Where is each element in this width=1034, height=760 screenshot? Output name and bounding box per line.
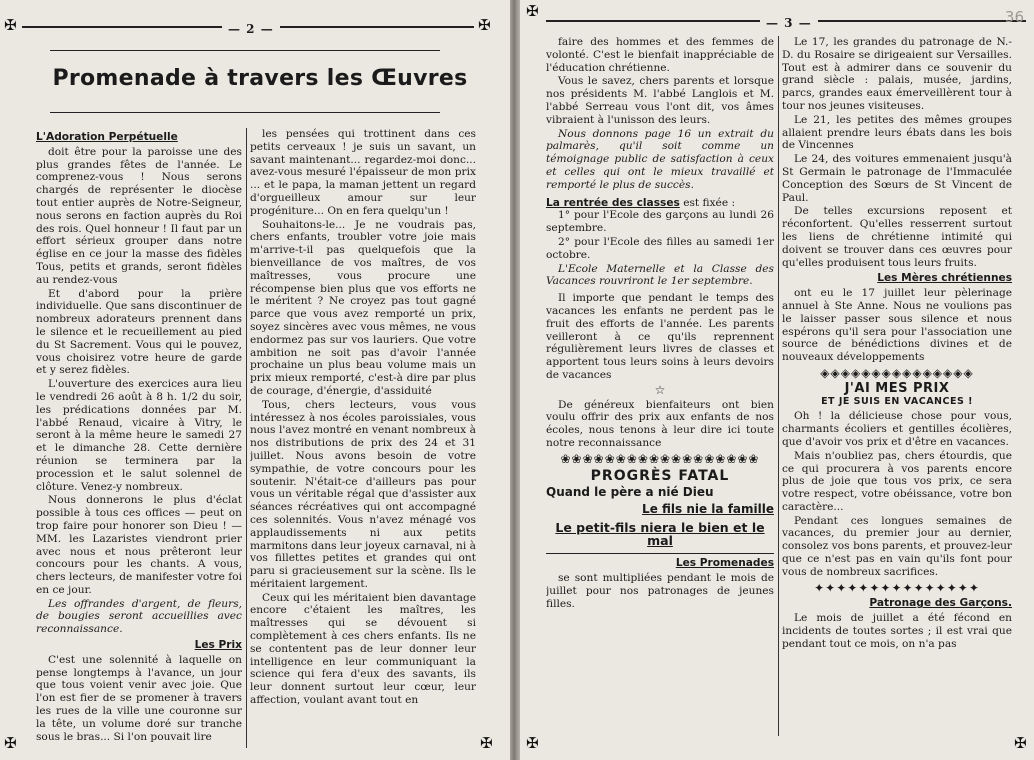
paragraph: ont eu le 17 juillet leur pèlerinage annuel à Ste Anne. Nous ne voulions pas le laisser passer sous silence et nous espérons qu'il sera pour l'association une source de bénédictions divines et de nouveaux développements — [782, 287, 1012, 364]
corner-ornament-icon: ✠ — [4, 16, 17, 34]
paragraph: C'est une solennité à laquelle on pense longtemps à l'avance, un jour que tous voient venir avec joie. Que l'on est fier de se promener à travers les rues de la ville une couronne sur la tête, un volume doré sur tranche sous le bras... Si l'on pouvait lire — [36, 653, 242, 743]
corner-ornament-icon: ✠ — [1014, 734, 1027, 752]
paragraph: Le 21, les petites des mêmes groupes allaient prendre leurs ébats dans les bois de Vincennes — [782, 113, 1012, 152]
paragraph: Tous, chers lecteurs, vous vous intéressez à nos écoles paroissiales, vous nous l'avez montré en venant nombreux à nos distributions de prix des 24 et 31 juillet. Nous avons besoin de votre sympathie, de votre concours pour les soutenir. N'était-ce d'ailleurs pas pour vous un véritable régal que d'assister aux séances récréatives qui ont accompagné ces solennités. Vous n'avez ménagé vos applaudissements ni aux petits marmitons dans leur joyeux carnaval, ni à vos fillettes petites et grandes qui ont paru si gracieusement sur la scène. Ils le méritaient largement. — [250, 398, 476, 590]
paragraph: se sont multipliées pendant le mois de juillet pour nos patronages de jeunes filles. — [546, 572, 774, 610]
ad-title: PROGRÈS FATAL — [590, 467, 730, 484]
right-page — [520, 0, 1034, 760]
column-right-1 — [546, 36, 774, 736]
paragraph: L'ouverture des exercices aura lieu le vendredi 26 août à 8 h. 1/2 du soir, les prédications données par M. l'abbé Renaud, vicaire à Vitry, le seront à la même heure le samedi 27 et le dimanche 28. Cette dernière réunion se terminera par la procession et le salut solennel de clôture. Venez-y nombreux. — [36, 378, 242, 493]
column-divider — [246, 128, 247, 748]
paragraph: Pendant ces longues semaines de vacances, du premier jour au dernier, consolez vos bons parents, et prouvez-leur que ce n'est pas en vain qu'ils font pour vous de nombreux sacrifices. — [782, 514, 1012, 578]
paragraph: Mais n'oubliez pas, chers étourdis, que ce qui procurera à vos parents encore plus de joie que tous vos prix, ce sera votre respect, votre obéissance, votre bon caractère... — [782, 449, 1012, 513]
ad-line: Le petit-fils niera le bien et le mal — [555, 519, 765, 548]
paragraph: Nous donnerons le plus d'éclat possible à tous ces offices — peut on trop faire pour honorer son Dieu ! — MM. les Lazaristes viendront prier avec nous et nous prêteront leur concours pour les chants. A vous, chers lecteurs, de manifester votre foi en ce jour. — [36, 494, 242, 596]
ad-line: Quand le père a nié Dieu — [546, 485, 714, 500]
paragraph: Oh ! la délicieuse chose pour vous, charmants écoliers et gentilles écolières, que d'avoir vos prix et d'être en vacances. — [782, 410, 1012, 448]
corner-ornament-icon: ✠ — [478, 16, 491, 34]
ornament-divider: ❀❀❀❀❀❀❀❀❀❀❀❀❀❀❀❀❀❀ — [560, 452, 760, 466]
paragraph: Souhaitons-le... Je ne voudrais pas, chers enfants, troubler votre joie mais m'arrive-t-il pas quelquefois que la bienveillance de vos maîtres, de vos maîtresses, vous procure une récompense bien plus que vos efforts ne le méritent ? Ne croyez pas tout gagné parce que vous avez remporté un prix, soyez sincères avec vous mêmes, ne vous endormez pas sur vos lauriers. Que votre ambition ne soit pas d'avoir l'année prochaine un plus beau volume mais un prix mieux remporté, c'est-à dire par plus de courage, d'énergie, d'assiduité — [250, 218, 476, 397]
column-left-1 — [36, 128, 242, 748]
paragraph: 1° pour l'Ecole des garçons au lundi 26 septembre. — [546, 209, 774, 235]
page-number: — 3 — — [760, 16, 818, 30]
section-heading: Patronage des Garçons. — [869, 597, 1012, 610]
title-rule — [50, 50, 440, 51]
page-number: — 2 — — [222, 22, 280, 36]
corner-ornament-icon: ✠ — [480, 734, 493, 752]
column-left-2 — [250, 128, 476, 748]
left-page — [0, 0, 510, 760]
paragraph: 2° pour l'Ecole des filles au samedi 1er octobre. — [546, 235, 774, 261]
paragraph: Le 24, des voitures emmenaient jusqu'à St Germain le patronage de l'Immaculée Conception des Sœurs de St Vincent de Paul. — [782, 153, 1012, 204]
page-title: Promenade à travers les Œuvres — [52, 66, 468, 91]
corner-ornament-icon: ✠ — [4, 734, 17, 752]
star-icon: ☆ — [654, 382, 666, 397]
archive-stamp: 36 — [1004, 8, 1024, 26]
paragraph: Ceux qui les méritaient bien davantage encore c'étaient les maîtres, les maîtresses qui se dévouent si complètement à ces chers enfants. Ils ne se contentent pas de leur donner leur intelligence en leur communiquant la science qui fera d'eux des savants, ils leur donnent surtout leur cœur, leur affection, voulant avant tout en — [250, 591, 476, 707]
prix-subtitle: ET JE SUIS EN VACANCES ! — [821, 395, 973, 407]
paragraph: les pensées qui trottinent dans ces petits cerveaux ! je suis un savant, un savant maintenant... regardez-moi donc... avez-vous mesuré l'épaisseur de mon prix ... et le papa, la maman jettent un regard d'orgueilleux amour sur leur progéniture... On en fera quelqu'un ! — [250, 128, 476, 217]
paragraph: Le 17, les grandes du patronage de N.-D. du Rosaire se dirigeaient sur Versailles. Tout est à admirer dans ce souvenir du grand siècle : palais, musée, jardins, parcs, grandes eaux émerveillèrent tour à tour nos jeunes visiteuses. — [782, 36, 1012, 112]
paragraph: De telles excursions reposent et réconfortent. Qu'elles resserrent surtout les liens de chrétienne intimité qui doivent se trouver dans ces œuvres pour qu'elles produisent tous leurs fruits. — [782, 205, 1012, 269]
paragraph: doit être pour la paroisse une des plus grandes fêtes de l'année. Le comprenez-vous ! Nous serons chargés de représenter le diocèse tout entier auprès de Notre-Seigneur, nous serons en faction auprès du Roi des rois. Quel honneur ! Il faut par un effort sérieux grouper dans notre église en ce jour la masse des fidèles Tous, petits et grands, seront fidèles au rendez-vous — [36, 145, 242, 286]
paragraph: faire des hommes et des femmes de volonté. C'est le bienfait inappréciable de l'éducation chrétienne. — [546, 36, 774, 74]
paragraph: Vous le savez, chers parents et lorsque nos présidents M. l'abbé Langlois et M. l'abbé Serreau vous l'ont dit, vos âmes vibraient à l'unisson des leurs. — [546, 75, 774, 126]
title-rule-bottom — [50, 112, 440, 113]
rule — [546, 553, 774, 554]
column-divider — [778, 36, 779, 736]
paragraph: Nous donnons page 16 un extrait du palmarès, qu'il soit comme un témoignage public de satisfaction à ceux et celles qui ont le mieux travaillé et remporté le plus de succès. — [546, 127, 774, 191]
paragraph: Il importe que pendant le temps des vacances les enfants ne perdent pas le fruit des efforts de l'année. Les parents veilleront à ce qu'ils reprennent régulièrement leurs livres de classes et apportent tous leurs soins à leurs devoirs de vacances — [546, 292, 774, 381]
section-heading: Les Promenades — [675, 557, 774, 570]
ornament-divider: ◈◈◈◈◈◈◈◈◈◈◈◈◈◈◈ — [820, 366, 974, 380]
section-heading: L'Adoration Perpétuelle — [36, 131, 178, 143]
corner-ornament-icon: ✠ — [526, 734, 539, 752]
paragraph: Et d'abord pour la prière individuelle. Que sans discontinuer de nombreux adorateurs prennent dans le silence et le recueillement au pied du St Sacrement. Vous qui le pouvez, vous choisirez votre heure de garde et y serez fidèles. — [36, 287, 242, 377]
column-right-2 — [782, 36, 1012, 736]
paragraph: De généreux bienfaiteurs ont bien voulu offrir des prix aux enfants de nos écoles, nous tenons à leur dire ici toute notre reconnaissance — [546, 398, 774, 449]
ornament-divider: ✦✦✦✦✦✦✦✦✦✦✦✦✦✦✦ — [814, 581, 980, 595]
paragraph: L'Ecole Maternelle et la Classe des Vacances rouvriront le 1er septembre. — [546, 262, 774, 288]
section-heading: La rentrée des classes — [546, 196, 680, 209]
heading-tail: est fixée : — [683, 196, 736, 209]
paragraph: Les offrandes d'argent, de fleurs, de bougies seront accueillies avec reconnaissance. — [36, 597, 242, 636]
section-heading: Les Prix — [194, 639, 242, 652]
prix-title: J'AI MES PRIX — [844, 380, 950, 396]
section-heading: Les Mères chrétiennes — [877, 272, 1012, 285]
corner-ornament-icon: ✠ — [526, 2, 539, 20]
ad-line: Le fils nie la famille — [642, 502, 774, 517]
paragraph: Le mois de juillet a été fécond en incidents de toutes sortes ; il est vrai que pendant tout ce mois, on n'a pas — [782, 612, 1012, 650]
